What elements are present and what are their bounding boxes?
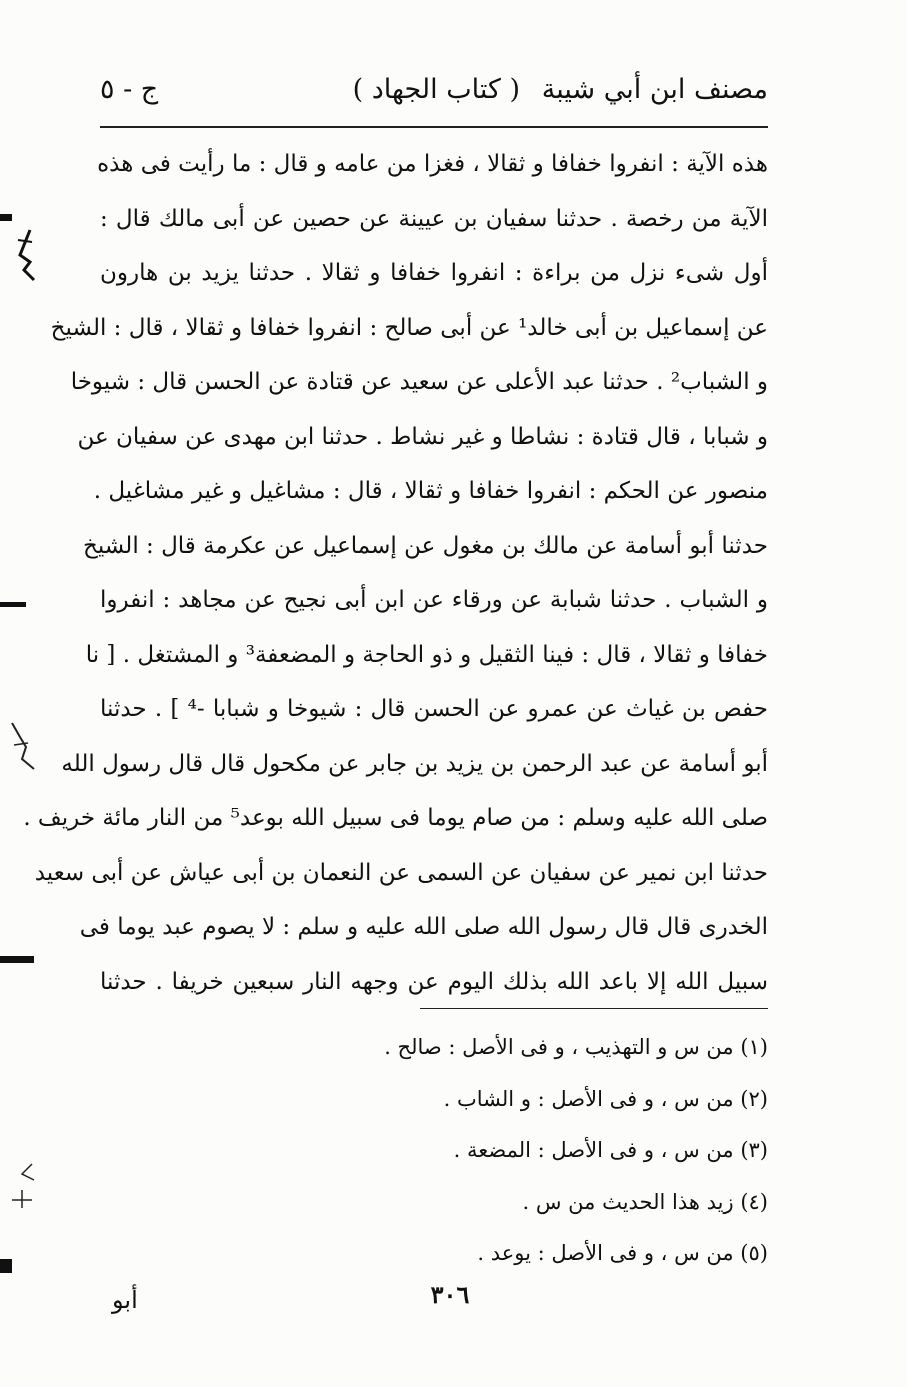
- scan-mark-bottom: [0, 1255, 20, 1279]
- book-title: مصنف ابن أبي شيبة: [541, 74, 768, 105]
- main-text: [23, 137, 768, 1009]
- text-line: حفص بن غياث عن عمرو عن الحسن قال : شيوخا و شبابا -⁴ ] . حدثنا: [100, 696, 768, 722]
- section-title: ( كتاب الجهاد ): [352, 74, 520, 105]
- text-line: و شبابا ، قال قتادة : نشاطا و غير نشاط . حدثنا ابن مهدى عن سفيان عن: [77, 423, 768, 450]
- scan-mark-top: [0, 200, 50, 300]
- running-header: [100, 66, 768, 122]
- text-line: حدثنا أبو أسامة عن مالك بن مغول عن إسماعيل عن عكرمة قال : الشيخ: [83, 532, 768, 559]
- footnote: (٣) من س ، و فى الأصل : المضعة .: [453, 1138, 768, 1162]
- text-line: و الشباب² . حدثنا عبد الأعلى عن سعيد عن قتادة عن الحسن قال : شيوخا: [70, 369, 768, 395]
- footnote: (٥) من س ، و فى الأصل : يوعد .: [477, 1241, 768, 1265]
- text-line: هذه الآية : انفروا خفافا و ثقالا ، فغزا من عامه و قال : ما رأيت فى هذه: [97, 151, 768, 177]
- volume-number: ج - ٥: [100, 74, 159, 105]
- footnote-rule: [420, 1008, 768, 1009]
- text-line: و الشباب . حدثنا شبابة عن ورقاء عن ابن أبى نجيح عن مجاهد : انفروا: [100, 587, 768, 613]
- header-rule: [100, 126, 768, 128]
- catchword: أبو: [112, 1286, 138, 1314]
- text-line: منصور عن الحكم : انفروا خفافا و ثقالا ، قال : مشاغيل و غير مشاغيل .: [93, 478, 768, 504]
- page-number: ٣٠٦: [430, 1280, 470, 1309]
- text-line: صلى الله عليه وسلم : من صام يوما فى سبيل الله بوعد⁵ من النار مائة خريف .: [23, 805, 768, 831]
- scan-mark-lower: [0, 1160, 40, 1210]
- text-line: الخدرى قال قال رسول الله صلى الله عليه و سلم : لا يصوم عبد يوما فى: [79, 914, 768, 940]
- footnote: (١) من س و التهذيب ، و فى الأصل : صالح .: [384, 1035, 768, 1059]
- footnote: (٢) من س ، و فى الأصل : و الشاب .: [443, 1086, 768, 1111]
- scan-mark-middle: [0, 715, 50, 775]
- scan-mark-dash-2: [0, 950, 40, 970]
- text-line: سبيل الله إلا باعد الله بذلك اليوم عن وجهه النار سبعين خريفا . حدثنا: [100, 968, 768, 995]
- text-line: أبو أسامة عن عبد الرحمن بن يزيد بن جابر عن مكحول قال قال رسول الله: [61, 750, 768, 777]
- scan-mark-dash: [0, 598, 30, 612]
- text-line: عن إسماعيل بن أبى خالد¹ عن أبى صالح : انفروا خفافا و ثقالا ، قال : الشيخ: [50, 314, 768, 341]
- text-line: أول شىء نزل من براءة : انفروا خفافا و ثقالا . حدثنا يزيد بن هارون: [100, 260, 768, 286]
- text-line: خفافا و ثقالا ، قال : فينا الثقيل و ذو الحاجة و المضعفة³ و المشتغل . [ نا: [85, 641, 768, 668]
- text-line: الآية من رخصة . حدثنا سفيان بن عيينة عن حصين عن أبى مالك قال :: [100, 205, 768, 232]
- footnote: (٤) زيد هذا الحديث من س .: [522, 1189, 768, 1214]
- footnotes: [208, 1022, 768, 1280]
- text-line: حدثنا ابن نمير عن سفيان عن السمى عن النعمان بن أبى عياش عن أبى سعيد: [34, 859, 768, 886]
